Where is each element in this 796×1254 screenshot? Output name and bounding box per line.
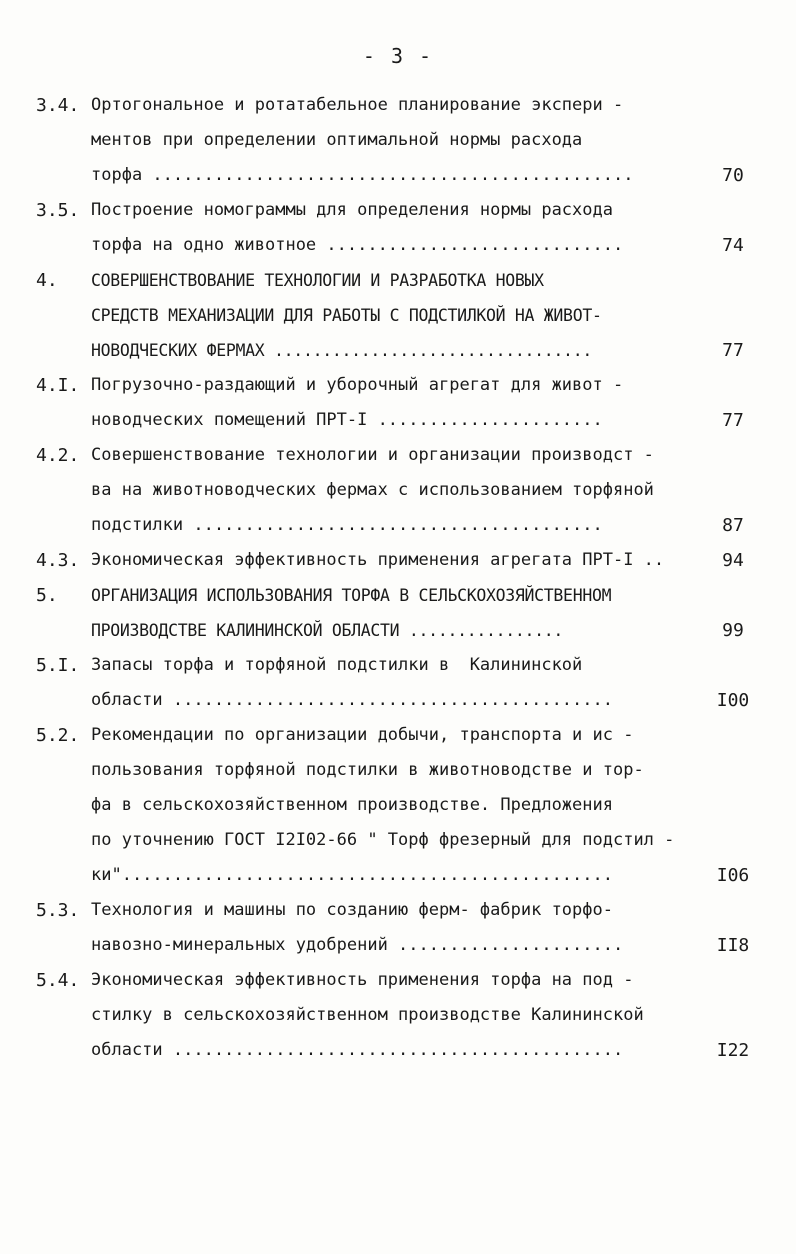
title-line: пользования торфяной подстилки в животноводстве и тор- bbox=[91, 760, 644, 780]
title-line: стилку в сельскохозяйственном производстве Калининской bbox=[91, 1005, 644, 1025]
title-line: Рекомендации по организации добычи, транспорта и ис - bbox=[91, 725, 634, 745]
title-line: ОРГАНИЗАЦИЯ ИСПОЛЬЗОВАНИЯ ТОРФА В СЕЛЬСКОХОЗЯЙСТВЕННОМ bbox=[91, 586, 612, 605]
section-number: 3.4. bbox=[36, 95, 80, 116]
section-number: 5.3. bbox=[36, 900, 80, 921]
title-line: торфа ............................................... bbox=[91, 165, 634, 185]
title-line: ва на животноводческих фермах с использованием торфяной bbox=[91, 480, 654, 500]
page-ref: 94 bbox=[722, 550, 744, 571]
toc-entry bbox=[36, 88, 766, 193]
title-line: по уточнению ГОСТ I2I02-66 " Торф фрезерный для подстил - bbox=[91, 830, 675, 850]
title-line: торфа на одно животное ............................. bbox=[91, 235, 624, 255]
toc-entry bbox=[36, 193, 766, 263]
page-ref: I06 bbox=[716, 865, 750, 886]
title-line: СРЕДСТВ МЕХАНИЗАЦИИ ДЛЯ РАБОТЫ С ПОДСТИЛКОЙ НА ЖИВОТ- bbox=[91, 306, 602, 325]
toc-entry bbox=[36, 963, 766, 1068]
section-number: 4.I. bbox=[36, 375, 80, 396]
title-line: Ортогональное и ротатабельное планирование экспери - bbox=[91, 95, 624, 115]
title-line: Погрузочно-раздающий и уборочный агрегат для живот - bbox=[91, 375, 624, 395]
section-number: 5.2. bbox=[36, 725, 80, 746]
section-title bbox=[91, 88, 711, 193]
page-ref: 99 bbox=[722, 620, 744, 641]
toc-entry bbox=[36, 893, 766, 963]
section-title bbox=[91, 718, 711, 893]
page-ref: I22 bbox=[716, 1040, 750, 1061]
section-number: 5.I. bbox=[36, 655, 80, 676]
page-ref: 70 bbox=[722, 165, 744, 186]
title-line: подстилки ........................................ bbox=[91, 515, 603, 535]
section-number: 5.4. bbox=[36, 970, 80, 991]
section-title bbox=[91, 963, 711, 1068]
title-line: СОВЕРШЕНСТВОВАНИЕ ТЕХНОЛОГИИ И РАЗРАБОТКА НОВЫХ bbox=[91, 271, 544, 290]
section-title bbox=[91, 578, 711, 648]
title-line: ментов при определении оптимальной нормы расхода bbox=[91, 130, 583, 150]
title-line: Совершенствование технологии и организации производст - bbox=[91, 445, 654, 465]
title-line: Экономическая эффективность применения торфа на под - bbox=[91, 970, 634, 990]
section-title bbox=[91, 893, 711, 963]
section-number: 4. bbox=[36, 270, 58, 291]
title-line: Технология и машины по созданию ферм- фабрик торфо- bbox=[91, 900, 613, 920]
section-title bbox=[91, 648, 711, 718]
title-line: НОВОДЧЕСКИХ ФЕРМАХ ................................. bbox=[91, 341, 592, 360]
page-ref: II8 bbox=[716, 935, 750, 956]
page-ref: 74 bbox=[722, 235, 744, 256]
toc-entry bbox=[36, 648, 766, 718]
toc-entry bbox=[36, 438, 766, 543]
section-title bbox=[91, 193, 711, 263]
page-ref: 77 bbox=[722, 340, 744, 361]
toc-entry bbox=[36, 368, 766, 438]
title-line: Экономическая эффективность применения агрегата ПРТ-I .. bbox=[91, 550, 665, 570]
page-ref: I00 bbox=[716, 690, 750, 711]
title-line: навозно-минеральных удобрений ...................... bbox=[91, 935, 624, 955]
section-number: 4.2. bbox=[36, 445, 80, 466]
title-line: ПРОИЗВОДСТВЕ КАЛИНИНСКОЙ ОБЛАСТИ ................ bbox=[91, 621, 564, 640]
page-number: - 3 - bbox=[362, 44, 434, 68]
toc-entry bbox=[36, 263, 766, 368]
page-ref: 77 bbox=[722, 410, 744, 431]
toc-entry bbox=[36, 578, 766, 648]
section-number: 4.3. bbox=[36, 550, 80, 571]
section-title bbox=[91, 543, 711, 578]
section-title bbox=[91, 263, 711, 368]
title-line: Построение номограммы для определения нормы расхода bbox=[91, 200, 613, 220]
title-line: области ............................................ bbox=[91, 1040, 624, 1060]
toc-entry bbox=[36, 718, 766, 893]
title-line: фа в сельскохозяйственном производстве. Предложения bbox=[91, 795, 613, 815]
title-line: ки"................................................ bbox=[91, 865, 613, 885]
title-line: области ........................................... bbox=[91, 690, 613, 710]
section-number: 3.5. bbox=[36, 200, 80, 221]
table-of-contents bbox=[36, 88, 766, 1068]
section-number: 5. bbox=[36, 585, 58, 606]
title-line: новодческих помещений ПРТ-I ...................... bbox=[91, 410, 603, 430]
toc-entry bbox=[36, 543, 766, 578]
section-title bbox=[91, 438, 711, 543]
title-line: Запасы торфа и торфяной подстилки в Калининской bbox=[91, 655, 583, 675]
section-title bbox=[91, 368, 711, 438]
page-ref: 87 bbox=[722, 515, 744, 536]
